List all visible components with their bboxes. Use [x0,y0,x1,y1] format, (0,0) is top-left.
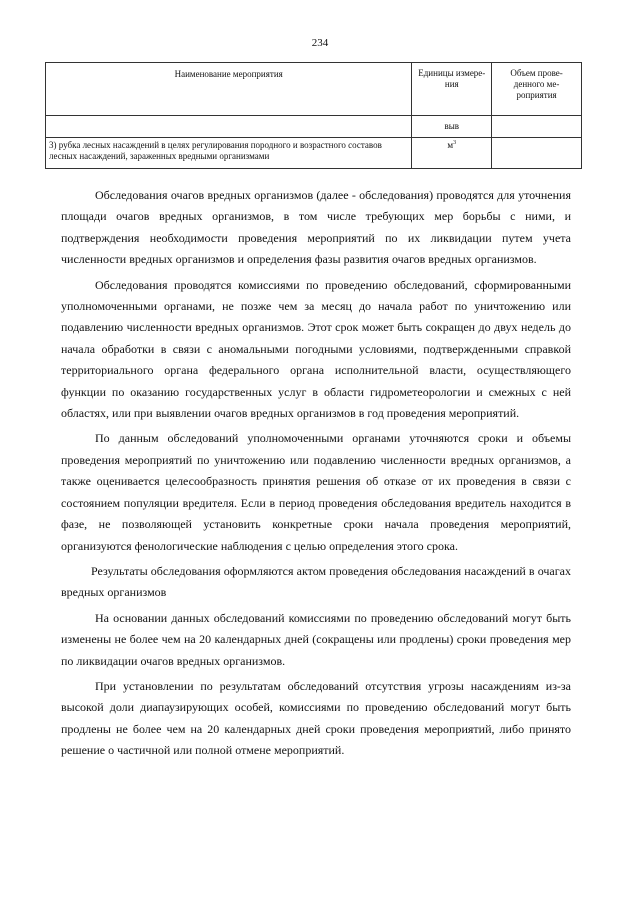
row-unit-base: м [447,140,454,150]
row-measure-name: 3) рубка лесных насаждений в целях регулирования породного и возрастного составов лесных насаждений, зараженных вредными организмами [46,138,412,169]
subheader-name-cell [46,116,412,138]
body-text [61,185,571,766]
row-volume [492,138,582,169]
subheader-volume-cell [492,116,582,138]
table-header-row [46,63,582,116]
page-number: 234 [311,37,329,49]
header-measure-name: Наименование мероприятия [46,63,412,116]
paragraph: При установлении по результатам обследований отсутствия угрозы насаждениям из-за высокой доли диапаузирующих особей, комиссиями по проведению обследований могут быть продлены не более чем на 20 календарных дней сроки проведения мероприятий, либо принято решение о частичной или полной отмене мероприятий. [61,678,571,758]
subheader-unit-cell: выв [412,116,492,138]
measures-table-grid [45,62,582,169]
paragraph: Обследования проводятся комиссиями по проведению обследований, сформированными уполномоченными органами, не позже чем за месяц до начала работ по уничтожению или подавлению численности вредных организмов. Этот срок может быть сокращен до двух недель до начала обработки в связи с аномальными погодными условиями, подтвержденными справкой территориального органа федерального органа исполнительной власти, осуществляющего функции по оказанию государственных услуг в области гидрометеорологии и смежных с ней областях, или при выявлении очагов вредных организмов в год проведения мероприятий. [61,277,571,421]
header-volume: Объем прове-денного ме-роприятия [492,63,582,116]
measures-table [45,62,582,169]
header-units: Единицы измере-ния [412,63,492,116]
row-unit [412,138,492,169]
table-row [46,138,582,169]
paragraph: По данным обследований уполномоченными органами уточняются сроки и объемы проведения мероприятий по уничтожению или подавлению численности вредных организмов, а также оценивается целесообразность принятия решения об отказе от их проведения в связи с состоянием популяции вредителя. Если в период проведения обследования вредитель находится в фазе, не позволяющей установить конкретные сроки начала проведения мероприятий, организуются фенологические наблюдения с целью определения этого срока. [61,431,571,553]
paragraph: Обследования очагов вредных организмов (далее - обследования) проводятся для уточнения площади очагов вредных организмов, в том числе требующих мер борьбы с ними, и подтверждения необходимости проведения мероприятий по их ликвидации путем учета численности вредных организмов и определения фазы развития очагов вредных организмов. [61,188,571,267]
row-unit-superscript: 3 [453,140,457,146]
paragraph: На основании данных обследований комиссиями по проведению обследований могут быть изменены не более чем на 20 календарных дней (сокращены или продлены) сроки проведения мер по ликвидации очагов вредных организмов. [61,610,571,668]
paragraph: Результаты обследования оформляются актом проведения обследования насаждений в очагах вредных организмов [61,563,571,600]
table-subheader-row [46,116,582,138]
